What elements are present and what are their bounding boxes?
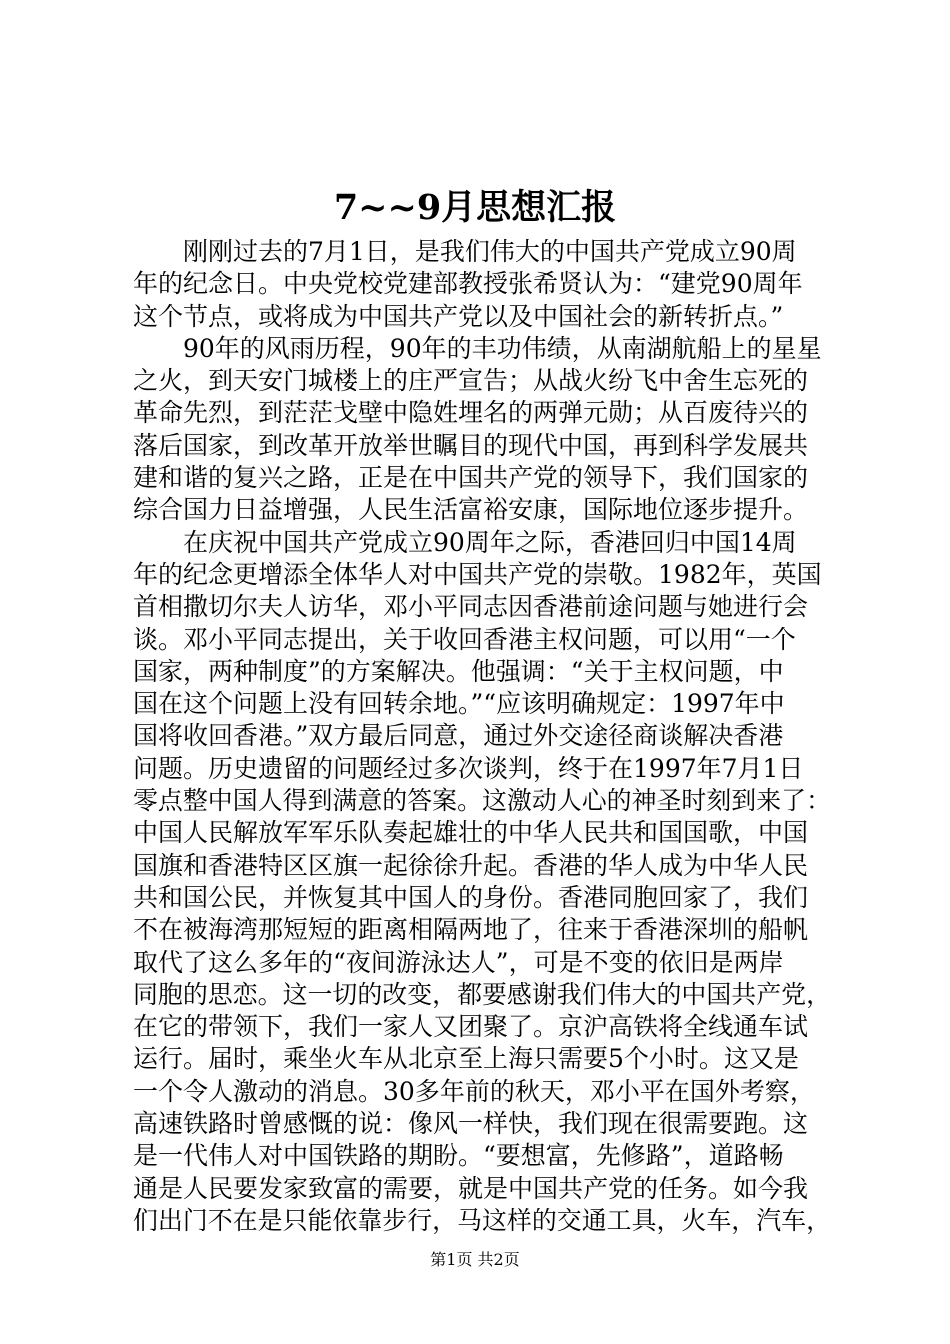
page-footer: 第1页 共2页 — [430, 1250, 520, 1269]
document-title: 7~~9月思想汇报 — [333, 187, 617, 228]
text-line: 在它的带领下，我们一家人又团聚了。京沪高铁将全线通车试 — [133, 1012, 809, 1042]
text-line: 国家，两种制度”的方案解决。他强调：“关于主权问题，中 — [133, 656, 784, 686]
text-line: 问题。历史遗留的问题经过多次谈判，终于在1997年7月1日 — [133, 753, 804, 783]
text-line: 取代了这么多年的“夜间游泳达人”，可是不变的依旧是两岸 — [133, 947, 784, 977]
paragraph — [133, 236, 831, 333]
text-line: 同胞的思恋。这一切的改变，都要感谢我们伟大的中国共产党， — [133, 979, 832, 1009]
text-line: 高速铁路时曾感慨的说：像风一样快，我们现在很需要跑。这 — [133, 1109, 809, 1139]
text-line: 年的纪念日。中央党校党建部教授张希贤认为：“建党90周年 — [133, 269, 803, 299]
paragraph — [133, 527, 831, 1238]
text-line: 年的纪念更增添全体华人对中国共产党的崇敬。1982年，英国 — [133, 559, 822, 589]
text-line: 刚刚过去的7月1日，是我们伟大的中国共产党成立90周 — [133, 237, 797, 266]
text-line: 首相撒切尔夫人访华，邓小平同志因香港前途问题与她进行会 — [133, 592, 809, 622]
text-line: 零点整中国人得到满意的答案。这激动人心的神圣时刻到来了： — [133, 786, 832, 816]
text-line: 国将收回香港。”双方最后同意，通过外交途径商谈解决香港 — [133, 721, 784, 751]
text-line: 中国人民解放军军乐队奏起雄壮的中华人民共和国国歌，中国 — [133, 818, 809, 848]
document-body — [133, 236, 831, 1237]
text-line: 运行。届时，乘坐火车从北京至上海只需要5个小时。这又是 — [133, 1044, 799, 1074]
paragraph — [133, 333, 831, 527]
text-line: 国旗和香港特区区旗一起徐徐升起。香港的华人成为中华人民 — [133, 850, 809, 880]
text-line: 谈。邓小平同志提出，关于收回香港主权问题，可以用“一个 — [133, 624, 796, 654]
text-line: 一个令人激动的消息。30多年前的秋天，邓小平在国外考察， — [133, 1076, 815, 1106]
text-line: 这个节点，或将成为中国共产党以及中国社会的新转折点。” — [133, 301, 784, 331]
text-line: 革命先烈，到茫茫戈壁中隐姓埋名的两弹元勋；从百废待兴的 — [133, 398, 809, 428]
text-line: 之火，到天安门城楼上的庄严宣告；从战火纷飞中舍生忘死的 — [133, 366, 809, 396]
text-line: 是一代伟人对中国铁路的期盼。“要想富，先修路”，道路畅 — [133, 1141, 784, 1171]
text-line: 落后国家，到改革开放举世瞩目的现代中国，再到科学发展共 — [133, 430, 809, 460]
text-line: 90年的风雨历程，90年的丰功伟绩，从南湖航船上的星星 — [133, 333, 822, 363]
text-line: 不在被海湾那短短的距离相隔两地了，往来于香港深圳的船帆 — [133, 915, 809, 945]
text-line: 们出门不在是只能依靠步行，马这样的交通工具，火车，汽车， — [133, 1205, 832, 1235]
text-line: 共和国公民，并恢复其中国人的身份。香港同胞回家了，我们 — [133, 882, 809, 912]
text-line: 综合国力日益增强，人民生活富裕安康，国际地位逐步提升。 — [133, 495, 809, 525]
text-line: 通是人民要发家致富的需要，就是中国共产党的任务。如今我 — [133, 1173, 809, 1203]
text-line: 国在这个问题上没有回转余地。”“应该明确规定：1997年中 — [133, 689, 785, 719]
text-line: 在庆祝中国共产党成立90周年之际，香港回归中国14周 — [133, 527, 797, 557]
text-line: 建和谐的复兴之路，正是在中国共产党的领导下，我们国家的 — [133, 463, 809, 493]
